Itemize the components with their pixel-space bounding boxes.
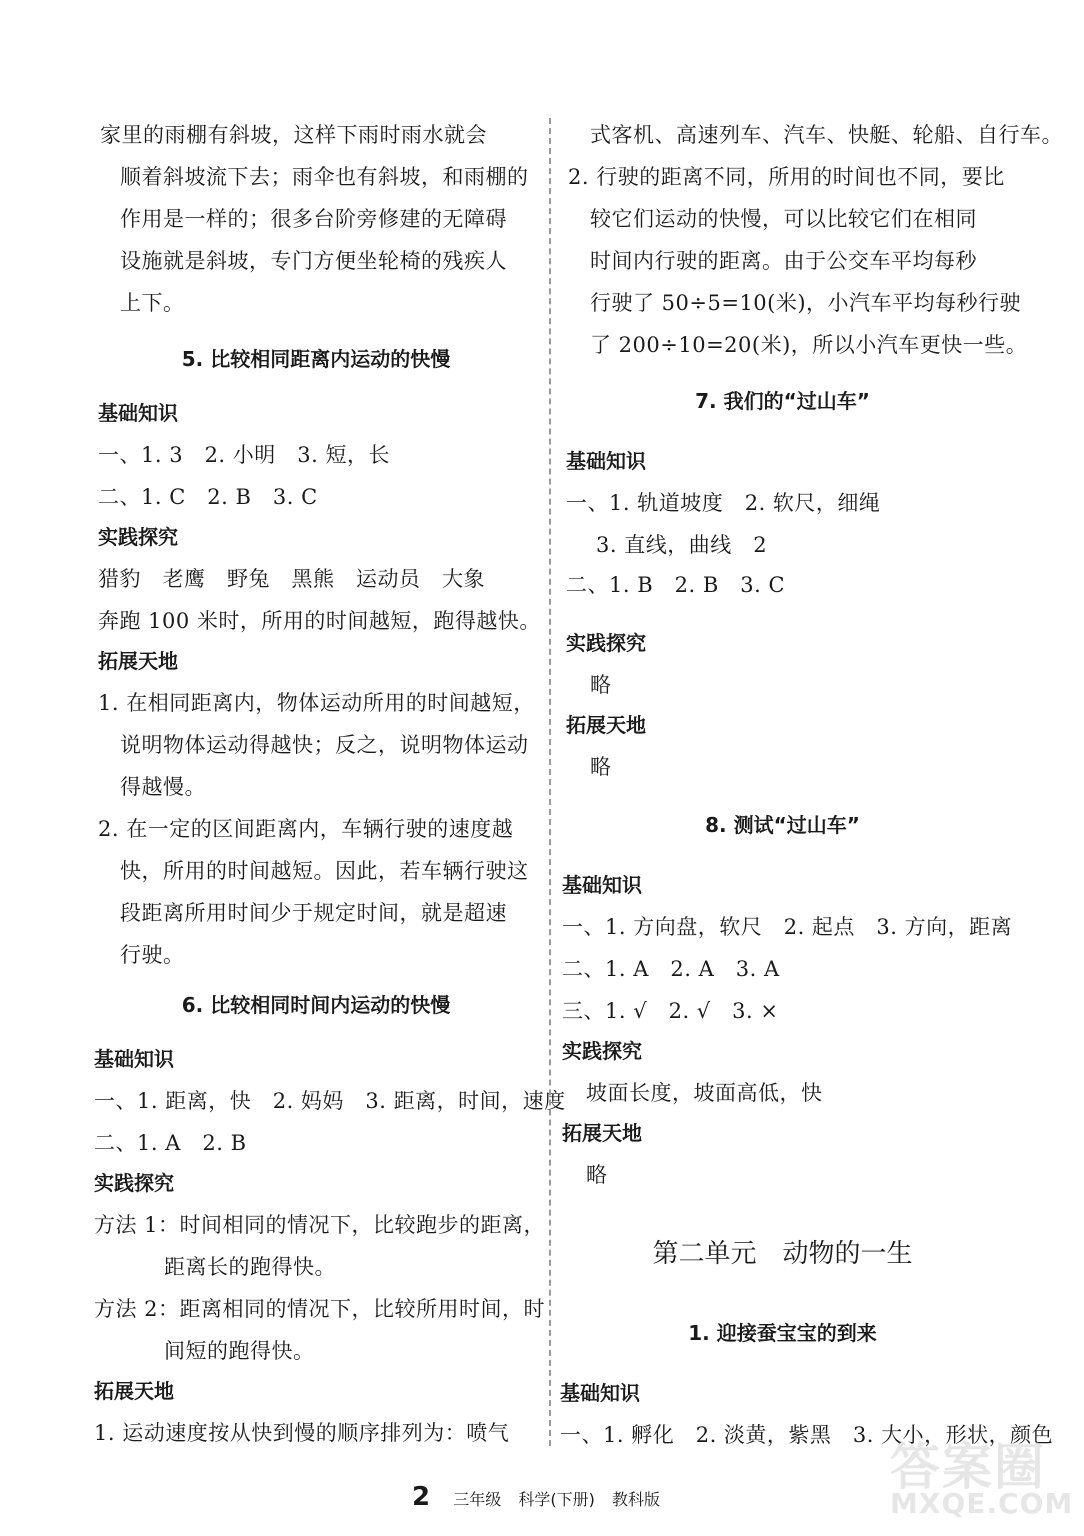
heading-basic-knowledge: 基础知识 [566, 449, 646, 473]
heading-basic-knowledge: 基础知识 [98, 401, 178, 425]
answer-line: 二、1. C 2. B 3. C [98, 485, 318, 509]
text-line: 家里的雨棚有斜坡，这样下雨时雨水就会 [100, 123, 487, 147]
text-line: 2. 在一定的区间距离内，车辆行驶的速度越 [98, 817, 514, 841]
text-line: 奔跑 100 米时，所用的时间越短，跑得越快。 [98, 609, 541, 633]
heading-practice: 实践探究 [98, 525, 178, 549]
section-title-6: 6. 比较相同时间内运动的快慢 [181, 993, 451, 1017]
text-line: 猎豹 老鹰 野兔 黑熊 运动员 大象 [98, 567, 485, 591]
footer-edition: 教科版 [611, 1490, 660, 1509]
section-title-5: 5. 比较相同距离内运动的快慢 [181, 347, 451, 371]
answer-line: 一、1. 距离，快 2. 妈妈 3. 距离，时间，速度 [94, 1089, 566, 1113]
section-title-unit2-1: 1. 迎接蚕宝宝的到来 [688, 1321, 877, 1345]
answer-line: 3. 直线，曲线 2 [596, 533, 768, 557]
text-line: 顺着斜坡流下去；雨伞也有斜坡，和雨棚的 [120, 165, 529, 189]
text-line: 上下。 [120, 291, 185, 315]
text-line: 段距离所用时间少于规定时间，就是超速 [120, 901, 507, 925]
column-divider [549, 118, 551, 1446]
text-line: 作用是一样的；很多台阶旁修建的无障碍 [120, 207, 507, 231]
watermark-url: MXQE.COM [890, 1487, 1074, 1520]
text-line: 较它们运动的快慢，可以比较它们在相同 [590, 207, 977, 231]
answer-line: 一、1. 方向盘，软尺 2. 起点 3. 方向，距离 [562, 915, 1013, 939]
text-line: 时间内行驶的距离。由于公交车平均每秒 [590, 249, 977, 273]
heading-practice: 实践探究 [562, 1039, 642, 1063]
text-line: 得越慢。 [120, 775, 206, 799]
text-line: 行驶了 50÷5=10(米)，小汽车平均每秒行驶 [590, 291, 1022, 315]
unit-title: 第二单元 动物的一生 [652, 1239, 913, 1269]
text-line: 行驶。 [120, 943, 185, 967]
text-line: 设施就是斜坡，专门方便坐轮椅的残疾人 [120, 249, 507, 273]
heading-extension: 拓展天地 [94, 1379, 174, 1403]
footer-grade: 三年级 [453, 1490, 502, 1509]
answer-line: 一、1. 3 2. 小明 3. 短，长 [98, 443, 390, 467]
heading-extension: 拓展天地 [98, 649, 178, 673]
text-line: 快，所用的时间越短。因此，若车辆行驶这 [120, 859, 529, 883]
heading-extension: 拓展天地 [566, 713, 646, 737]
text-line: 略 [586, 1163, 608, 1187]
heading-basic-knowledge: 基础知识 [562, 873, 642, 897]
text-line: 1. 运动速度按从快到慢的顺序排列为：喷气 [94, 1421, 510, 1445]
section-title-8: 8. 测试“过山车” [705, 813, 860, 837]
text-line: 式客机、高速列车、汽车、快艇、轮船、自行车。 [590, 123, 1063, 147]
answer-line: 二、1. A 2. B [94, 1131, 247, 1155]
page-footer [0, 1482, 1084, 1512]
text-line: 方法 1：时间相同的情况下，比较跑步的距离， [94, 1213, 546, 1237]
text-line: 距离长的跑得快。 [164, 1255, 336, 1279]
heading-basic-knowledge: 基础知识 [560, 1381, 640, 1405]
watermark-text: 答案圈 [890, 1438, 1046, 1496]
text-line: 略 [590, 755, 612, 779]
text-line: 了 200÷10=20(米)，所以小汽车更快一些。 [590, 333, 1028, 357]
heading-practice: 实践探究 [94, 1171, 174, 1195]
footer-subject: 科学(下册) [518, 1490, 595, 1509]
answer-line: 一、1. 孵化 2. 淡黄，紫黑 3. 大小，形状，颜色 [560, 1423, 1054, 1447]
heading-extension: 拓展天地 [562, 1121, 642, 1145]
answer-line: 三、1. √ 2. √ 3. × [562, 999, 779, 1023]
text-line: 略 [590, 673, 612, 697]
text-line: 间短的跑得快。 [164, 1339, 315, 1363]
answer-line: 二、1. B 2. B 3. C [566, 573, 786, 597]
heading-practice: 实践探究 [566, 631, 646, 655]
answer-line: 二、1. A 2. A 3. A [562, 957, 780, 981]
text-line: 方法 2：距离相同的情况下，比较所用时间，时 [94, 1297, 546, 1321]
page-number: 2 [412, 1482, 431, 1512]
text-line: 1. 在相同距离内，物体运动所用的时间越短， [98, 691, 535, 715]
heading-basic-knowledge: 基础知识 [94, 1047, 174, 1071]
text-line: 2. 行驶的距离不同，所用的时间也不同，要比 [568, 165, 1005, 189]
text-line: 坡面长度，坡面高低，快 [586, 1081, 823, 1105]
answer-line: 一、1. 轨道坡度 2. 软尺，细绳 [566, 491, 881, 515]
section-title-7: 7. 我们的“过山车” [695, 389, 870, 413]
text-line: 说明物体运动得越快；反之，说明物体运动 [120, 733, 529, 757]
